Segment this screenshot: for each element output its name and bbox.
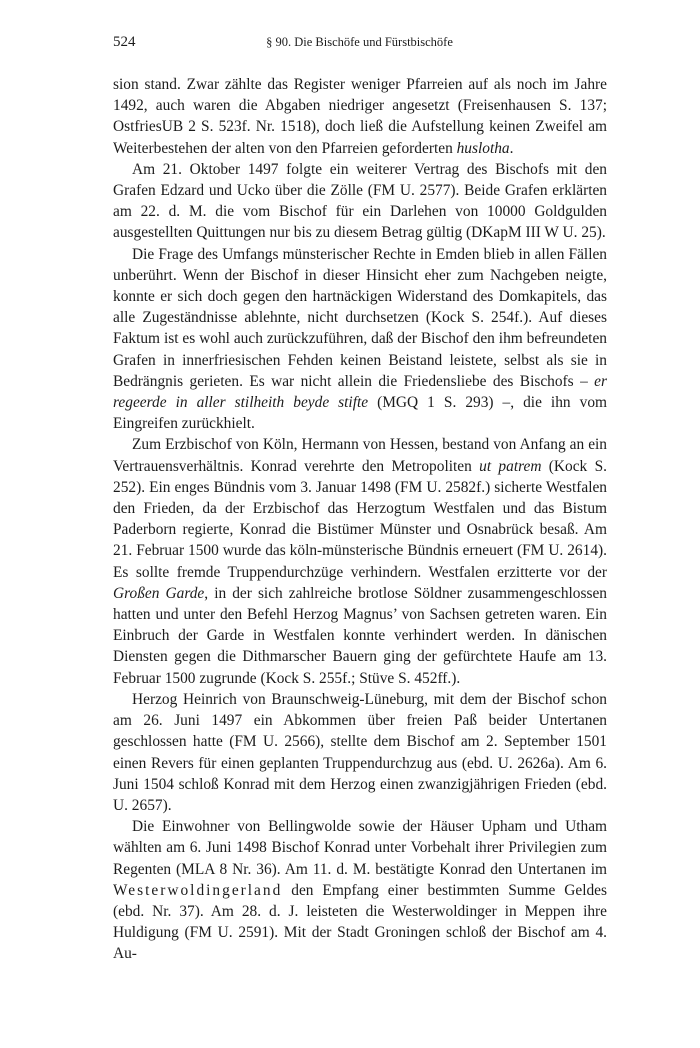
paragraph xyxy=(113,244,607,435)
italic-text: ut patrem xyxy=(479,457,542,475)
running-head: § 90. Die Bischöfe und Fürstbischöfe xyxy=(266,35,453,49)
text-run: Zum Erzbischof von Köln, Hermann von Hessen, bestand von Anfang an ein Vertrauensverhältnis. Konrad verehrte den Metropoliten xyxy=(113,436,607,475)
text-run: Die Frage des Umfangs münsterischer Rechte in Emden blieb in allen Fällen unberührt. Wenn der Bischof in dieser Hinsicht eher zum Nachgeben neigte, konnte er sich doch gegen den hartnäckigen Widerstand des Domkapitels, das alle Zugeständnisse ablehnte, nicht durchsetzen (Kock S. 254f.). Auf dieses Faktum ist es wohl auch zurückzuführen, daß der Bischof den ihm befreundeten Grafen in innerfriesischen Fehden keinen Beistand leistete, selbst als sie in Bedrängnis gerieten. Es war nicht allein die Friedensliebe des Bischofs – xyxy=(113,245,607,390)
text-run: Die Einwohner von Bellingwolde sowie der Häuser Upham und Utham wählten am 6. Juni 1498 Bischof Konrad unter Vorbehalt ihrer Privilegien zum Regenten (MLA 8 Nr. 36). Am 11. d. M. bestätigte Konrad den Untertanen im xyxy=(113,818,607,878)
paragraph xyxy=(113,434,607,688)
text-run: , in der sich zahlreiche brotlose Söldner zusammengeschlossen hatten und unter den Befehl Herzog Magnus’ von Sachsen getreten waren. Ein Einbruch der Garde in Westfalen konnte verhindert werden. In dänischen Diensten gegen die Dithmarscher Bauern ging der gefürchtete Haufe am 13. Februar 1500 zugrunde (Kock S. 255f.; Stüve S. 452ff.). xyxy=(113,584,608,687)
text-run: Herzog Heinrich von Braunschweig-Lüneburg, mit dem der Bischof schon am 26. Juni 1497 ein Abkommen über freien Paß beider Untertanen geschlossen hatte (FM U. 2566), stellte dem Bischof am 2. September 1501 einen Revers für einen geplanten Truppendurchzug aus (ebd. U. 2626a). Am 6. Juni 1504 schloß Konrad mit dem Herzog einen zwanzigjährigen Frieden (ebd. U. 2657). xyxy=(113,690,607,814)
paragraph xyxy=(113,74,607,159)
italic-text: er regeerde in aller stilheith beyde stifte xyxy=(113,372,607,412)
paragraph xyxy=(113,159,607,244)
text-run: den Empfang einer bestimmten Summe Geldes (ebd. Nr. 37). Am 28. d. J. leisteten die Westerwoldinger in Meppen ihre Huldigung (FM U. 2591). Mit der Stadt Groningen schloß der Bischof am 4. Au- xyxy=(113,881,607,963)
spaced-text: Westerwoldingerland xyxy=(113,881,283,899)
page-number: 524 xyxy=(113,34,136,50)
text-run: (MGQ 1 S. 293) –, die ihn vom Eingreifen zurückhielt. xyxy=(113,394,607,433)
page-header xyxy=(113,34,606,54)
paragraph xyxy=(113,689,607,816)
paragraph xyxy=(113,816,607,964)
text-run: . xyxy=(509,139,514,157)
text-run: (Kock S. 252). Ein enges Bündnis vom 3. Januar 1498 (FM U. 2582f.) sicherte Westfalen den Frieden, da der Erzbischof das Herzogtum Westfalen und das Bistum Paderborn regierte, Konrad die Bistümer Münster und Osnabrück besaß. Am 21. Februar 1500 wurde das köln-münsterische Bündnis erneuert (FM U. 2614). Es sollte fremde Truppendurchzüge verhindern. Westfalen erzitterte vor der xyxy=(113,457,607,581)
italic-text: huslotha xyxy=(456,139,510,157)
body-text xyxy=(113,74,607,965)
text-run: sion stand. Zwar zählte das Register weniger Pfarreien auf als noch im Jahre 1492, auch waren die Abgaben niedriger angesetzt (Freisenhausen S. 137; OstfriesUB 2 S. 523f. Nr. 1518), doch ließ die Aufstellung keinen Zweifel am Weiterbestehen der alten von den Pfarreien geforderten xyxy=(113,76,607,157)
italic-text: Großen Garde xyxy=(113,584,205,602)
text-run: Am 21. Oktober 1497 folgte ein weiterer Vertrag des Bischofs mit den Grafen Edzard und Ucko über die Zölle (FM U. 2577). Beide Grafen erklärten am 22. d. M. die vom Bischof für ein Darlehen von 10000 Goldgulden ausgestellten Quittungen nur bis zu diesem Betrag gültig (DKapM III W U. 25). xyxy=(113,160,607,242)
